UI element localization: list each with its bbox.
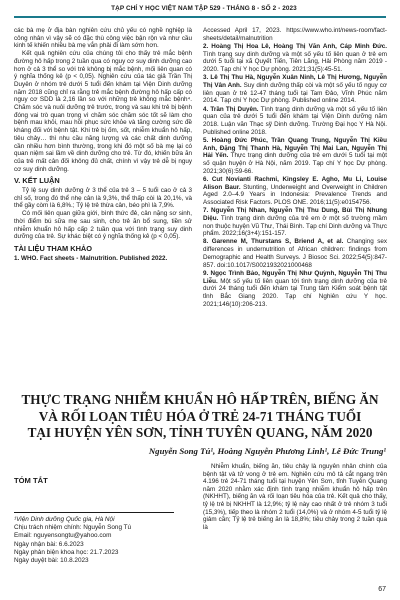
- abstract-body: [203, 463, 387, 531]
- journal-header-text: TẠP CHÍ Y HỌC VIỆT NAM TẬP 529 - THÁNG 8 - SỐ 2 - 2023: [111, 5, 297, 12]
- reference-item: 8. Garenne M, Thurstans S, Briend A, et al. Changing sex differences in undernutrition of African children: findings from Demographic and Health Surveys. J Biosoc Sci. 2022;54(5):847-857. doi:10.1017/S0021932021000468: [203, 238, 387, 269]
- footnote-affiliation: ¹Viện Dinh dưỡng Quốc gia, Hà Nội: [14, 516, 115, 523]
- conclusion-paragraph: Tỷ lệ suy dinh dưỡng ở 3 thể của trẻ 3 – 5 tuổi cao ở cả 3 chỉ số, trong đó thể nhẹ cân là 9,3%, thể thấp còi là 20,1%, và thể gầy còm là 6,8%.; Tỷ lệ trẻ thừa cân, béo phì là 7,9%.: [14, 187, 192, 210]
- article-title: [14, 392, 386, 442]
- conclusion-heading: V. KẾT LUẬN: [14, 176, 60, 186]
- article-authors: Nguyễn Song Tú¹, Hoàng Nguyễn Phương Linh¹, Lê Đức Trung¹: [148, 446, 386, 456]
- reference-item: 5. Hoàng Đức Phúc, Trần Quang Trung, Nguyễn Thị Kiều Anh, Đặng Thị Thanh Hà, Nguyễn Thị Mai Lan, Nguyễn Thị Hải Yến. Thực trạng dinh dưỡng của trẻ em dưới 5 tuổi tại một số quận huyện ở Hà Nội, năm 2019. Tạp chí Y học Dự phòng. 2021;30(6):59-66.: [203, 136, 388, 175]
- footnotes: [14, 516, 189, 565]
- article-title-line: TẠI HUYỆN YÊN SƠN, TỈNH TUYÊN QUANG, NĂM 2020: [27, 425, 373, 440]
- footnote-line: Chịu trách nhiệm chính: Nguyễn Song Tú: [14, 524, 132, 532]
- left-column: [14, 27, 192, 327]
- article-title-line: THỰC TRẠNG NHIỄM KHUẨN HÔ HẤP TRÊN, BIẾNG ĂN: [21, 392, 379, 407]
- references-heading: TÀI LIỆU THAM KHẢO: [14, 243, 93, 253]
- footnote-line: Ngày nhận bài: 6.6.2023: [14, 540, 84, 548]
- abstract-heading: TÓM TẮT: [14, 476, 48, 485]
- article-title-line: VÀ RỐI LOẠN TIÊU HÓA Ở TRẺ 24-71 THÁNG TUỔI: [38, 408, 362, 424]
- reference-item: Accessed April 17, 2023. https://www.who.int/news-room/fact-sheets/detail/malnutrition: [203, 27, 387, 42]
- reference-item: 4. Trần Thị Duyên. Tình trạng dinh dưỡng và một số yếu tố liên quan của trẻ dưới 5 tuổi đến khám tại Viện Dinh dưỡng năm 2018. Luận văn Thạc sỹ Dinh dưỡng. Trường Đại học Y Hà Nội. Published online 2018.: [203, 105, 388, 136]
- right-column: [203, 27, 387, 367]
- footnote-line: Ngày duyệt bài: 10.8.2023: [14, 557, 89, 565]
- abstract-paragraph: Nhiễm khuẩn, biếng ăn, tiêu chảy là nguyên nhân chính của bệnh tật và tử vong ở trẻ em. Nghiên cứu mô tả cắt ngang trên 4.196 trẻ 24-71 tháng tuổi tại huyện Yên Sơn, tỉnh Tuyên Quang năm 2020 nhằm xác định tình trạng nhiễm khuẩn hô hấp trên (NKHHT), biếng ăn và rối loạn tiêu hóa của trẻ. Kết quả cho thấy, tỷ lệ trẻ bị NKHHT là 12,9%; tỷ lệ này cao nhất ở trẻ nhóm 3 tuổi (15,3%), tiếp theo là nhóm 2 tuổi (14,0%) và ở nhóm 4-5 tuổi tỷ lệ giảm cần; Tỷ lệ trẻ biếng ăn là 18,8%; tiêu chảy trong 2 tuần qua là: [203, 463, 387, 531]
- reference-item: 7. Nguyễn Thị Nhan, Nguyễn Thị Thu Dung, Bùi Thị Nhung Diệu. Tình trạng dinh dưỡng của trẻ em ở một số trường mầm non thuộc huyện Vũ Thư, Thái Bình. Tạp chí Dinh dưỡng và Thực phẩm. 2022;16(3+4):151-157.: [203, 207, 387, 238]
- reference-item: [14, 255, 192, 263]
- reference-item: 3. Lê Thị Thu Hà, Nguyễn Xuân Ninh, Lê Thị Hương, Nguyễn Thị Vân Anh. Suy dinh dưỡng thấp còi và một số yếu tố nguy cơ liên quan ở trẻ 12-47 tháng tuổi tại Tam Đảo, Vĩnh Phúc năm 2014. Tạp chí Y học Dự phòng. Published online 2014.: [203, 74, 387, 105]
- header-rule: [14, 16, 386, 18]
- footnote-line: Ngày phản biện khoa học: 21.7.2023: [14, 548, 119, 556]
- footnote-rule: [14, 512, 174, 513]
- conclusion-paragraph: Có mối liên quan giữa giới, bình thức đẻ, cân nặng sơ sinh, thời điểm bú sữa mẹ sau sinh, cho trẻ ăn bổ sung, tiền sử nhiễm khuẩn hô hấp cấp 2 tuần qua với tình trạng suy dinh dưỡng của trẻ. Sự khác biệt có ý nghĩa thống kê (p < 0,05).: [14, 210, 192, 241]
- journal-header: [0, 0, 400, 22]
- reference-text: 1. WHO. Fact sheets - Malnutrition. Published 2022.: [14, 254, 168, 262]
- footnote-line: Email: nguyensongtu@yahoo.com: [14, 532, 112, 540]
- reference-item: 6. Cut Novianti Rachmi, Kingsley E. Agho, Mu Li, Louise Alison Baur. Stunting, Underweight and Overweight in Children Aged 2.0–4.9 Years in Indonesia: Prevalence Trends and Associated Risk Factors. PLOS ONE. 2016;11(5):e0154756.: [203, 175, 387, 206]
- reference-item: 2. Hoàng Thị Hoa Lê, Hoàng Thị Văn Anh, Cáp Minh Đức. Tình trạng suy dinh dưỡng và một số yếu tố liên quan ở trẻ em dưới 5 tuổi tại xã Quyết Tiến, Tiên Lãng, Hải Phòng năm 2019 - 2020. Tạp chí Y học Dự phòng. 2021;31(5):45-51.: [203, 42, 387, 74]
- reference-item: 9. Ngọc Trình Bảo, Nguyễn Thị Như Quỳnh, Nguyễn Thị Thu Liễu. Một số yếu tố liên quan tới tình trạng dinh dưỡng của trẻ dưới 24 tháng tuổi đến khám tại Trung tâm Kiểm soát bệnh tật tỉnh Bắc Giang 2020. Tạp chí Nghiên cứu Y học. 2021;146(10):206-213.: [203, 269, 387, 308]
- body-paragraph: Kết quả nghiên cứu của chúng tôi cho thấy trẻ mắc bệnh đường hô hấp trong 2 tuần qua có nguy cơ suy dinh dưỡng cao hơn ở cả 3 thể so với trẻ không bị mắc bệnh, mối liên quan có ý nghĩa thống kê (p < 0,05). Nghiên cứu của tác giả Trần Thị Duyên ở nhóm trẻ dưới 5 tuổi đến khám tại Viện Dinh dưỡng năm 2018 cũng chỉ ra rằng trẻ mắc bệnh đường hô hấp cấp có nguy cơ SDD là 2,16 lần so với những trẻ không mắc bệnh⁴. Chăm sóc và nuôi dưỡng trẻ trước, trong và sau khi trẻ bị bệnh đóng vai trò quan trọng vì chăm sóc chăm sóc tốt sẽ làm cho bệnh mau khỏi, mau hồi phục sức khỏe và tăng cường sức đề kháng đối với bệnh tật. Khi trẻ bị ốm, sốt, nhiễm khuẩn hô hấp, tiêu chảy… thì nhu cầu năng lượng và các chất dinh dưỡng cần nhiều hơn bình thường, trong khi đó một số bà mẹ lại có quan niệm sai lầm về dinh dưỡng cho trẻ. Từ đó, khiến bữa ăn của trẻ mất cân đối không đủ chất, chính vì vậy trẻ dễ bị nguy cơ suy dinh dưỡng.: [14, 50, 193, 173]
- body-paragraph: các bà mẹ ở địa bàn nghiên cứu chủ yếu có nghề nghiệp là công nhân vì vậy sẽ có đặc thù công việc bận rộn và như cầu kinh tế khiến nhiều bà mẹ vắn phải đi làm sớm hơn.: [14, 27, 192, 50]
- page-number: 67: [378, 586, 386, 593]
